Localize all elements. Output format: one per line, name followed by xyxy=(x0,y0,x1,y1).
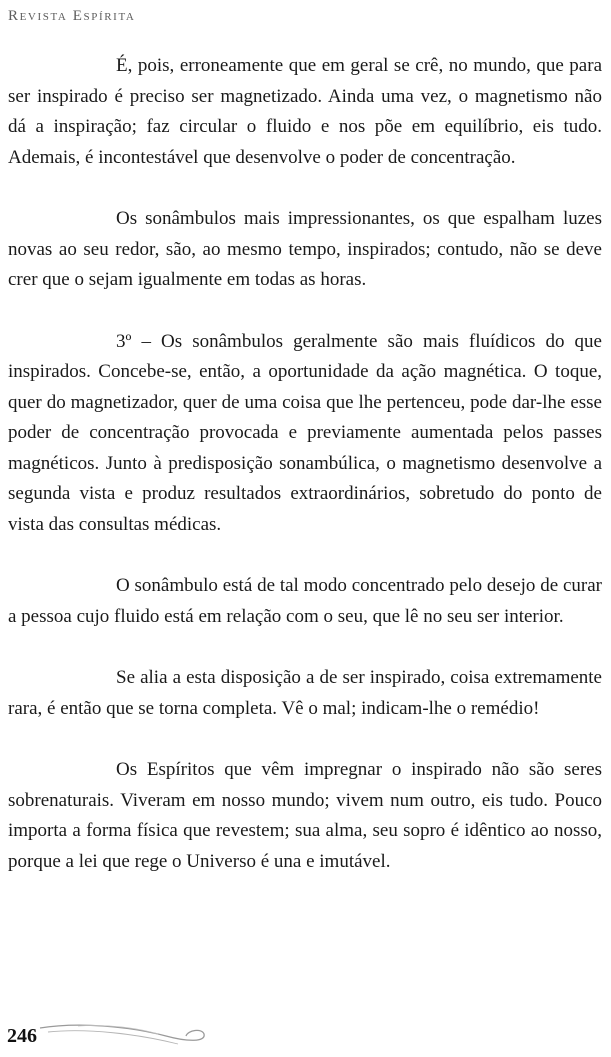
paragraph-6: Os Espíritos que vêm impregnar o inspirado não são seres sobrenaturais. Viveram em nosso mundo; vivem num outro, eis tudo. Pouco importa a forma física que revestem; sua alma, seu sopro é idêntico ao nosso, porque a lei que rege o Universo é una e imutável. xyxy=(8,759,602,872)
page-number: 246 xyxy=(7,1025,37,1047)
page-footer xyxy=(0,1018,611,1057)
paragraph-4: O sonâmbulo está de tal modo concentrado pelo desejo de curar a pessoa cujo fluido está em relação com o seu, que lê no seu ser interior. xyxy=(8,575,602,627)
paragraph-2: Os sonâmbulos mais impressionantes, os que espalham luzes novas ao seu redor, são, ao mesmo tempo, inspirados; contudo, não se deve crer que o sejam igualmente em todas as horas. xyxy=(8,208,602,290)
paragraph-3: 3º – Os sonâmbulos geralmente são mais fluídicos do que inspirados. Concebe-se, então, a oportunidade da ação magnética. O toque, quer do magnetizador, quer de uma coisa que lhe pertenceu, pode dar-lhe esse poder de concentração provocada e previamente aumentada pelos passes magnéticos. Junto à predisposição sonambúlica, o magnetismo desenvolve a segunda vista e produz resultados extraordinários, sobretudo do ponto de vista das consultas médicas. xyxy=(8,330,602,535)
paragraph-1: É, pois, erroneamente que em geral se crê, no mundo, que para ser inspirado é preciso ser magnetizado. Ainda uma vez, o magnetismo não dá a inspiração; faz circular o fluido e nos põe em equilíbrio, eis tudo. Ademais, é incontestável que desenvolve o poder de concentração. xyxy=(8,55,602,168)
paragraph-5: Se alia a esta disposição a de ser inspirado, coisa extremamente rara, é então que se torna completa. Vê o mal; indicam-lhe o remédio! xyxy=(8,667,602,719)
running-header: Revista Espírita xyxy=(8,8,136,24)
flourish-ornament-icon xyxy=(38,1020,210,1050)
page-body xyxy=(8,51,602,877)
